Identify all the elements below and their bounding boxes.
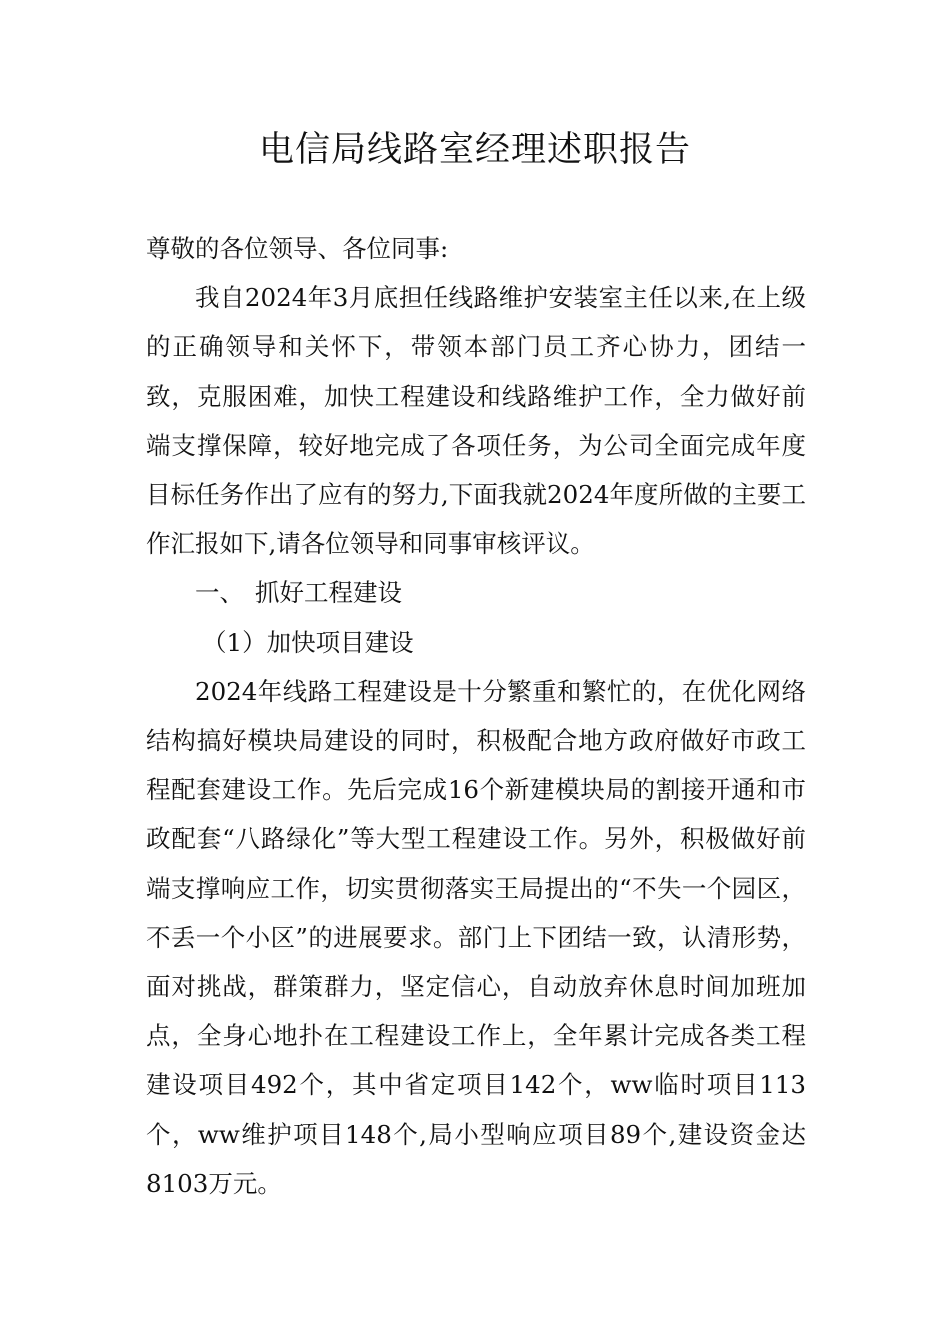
- section-heading: [146, 568, 806, 617]
- section-title: 抓好工程建设: [255, 578, 402, 608]
- salutation: 尊敬的各位领导、各位同事:: [146, 234, 449, 263]
- subsection-heading: （1）加快项目建设: [202, 627, 414, 657]
- document-title: 电信局线路室经理述职报告: [258, 130, 691, 170]
- document-body: [146, 224, 806, 1208]
- intro-paragraph: 我自2024年3月底担任线路维护安装室主任以来,在上级的正确领导和关怀下，带领本部门员工齐心协力，团结一致，克服困难，加快工程建设和线路维护工作，全力做好前端支撑保障，较好地完成了各项任务，为公司全面完成年度目标任务作出了应有的努力,下面我就2024年度所做的主要工作汇报如下,请各位领导和同事审核评议。: [146, 283, 806, 559]
- section-number: 一、: [195, 578, 244, 608]
- body-paragraph: 2024年线路工程建设是十分繁重和繁忙的，在优化网络结构搞好模块局建设的同时，积极配合地方政府做好市政工程配套建设工作。先后完成16个新建模块局的割接开通和市政配套“八路绿化”等大型工程建设工作。另外，积极做好前端支撑响应工作，切实贯彻落实王局提出的“不失一个园区，不丢一个小区”的进展要求。部门上下团结一致，认清形势，面对挑战，群策群力，坚定信心，自动放弃休息时间加班加点，全身心地扑在工程建设工作上，全年累计完成各类工程建设项目492个，其中省定项目142个，ww临时项目113个，ww维护项目148个,局小型响应项目89个,建设资金达8103万元。: [146, 676, 806, 1198]
